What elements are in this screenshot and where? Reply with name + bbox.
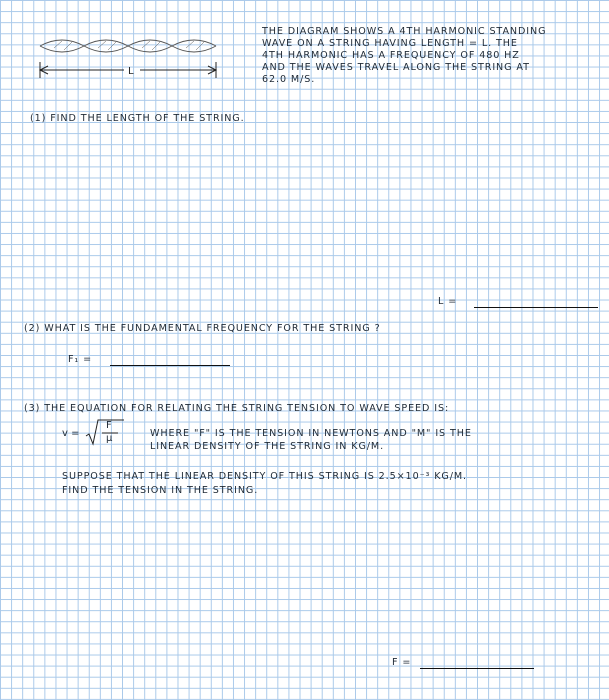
problem-intro <box>262 26 546 86</box>
question-1-prompt: (1) FIND THE LENGTH OF THE STRING. <box>30 113 245 124</box>
intro-line: AND THE WAVES TRAVEL ALONG THE STRING AT <box>262 62 530 73</box>
question-2-prompt: (2) WHAT IS THE FUNDAMENTAL FREQUENCY FOR THE STRING ? <box>24 323 381 334</box>
intro-line: WAVE ON A STRING HAVING LENGTH = L. THE <box>262 38 518 49</box>
equation-denominator: μ <box>106 433 113 444</box>
radical-sign <box>84 418 124 448</box>
intro-line: 62.0 M/S. <box>262 74 316 85</box>
intro-line: 4TH HARMONIC HAS A FREQUENCY OF 480 HZ <box>262 50 520 61</box>
where-line-1: WHERE "F" IS THE TENSION IN NEWTONS AND "Μ" IS THE <box>150 428 472 439</box>
q1-answer-line[interactable] <box>474 307 598 308</box>
standing-wave-diagram <box>38 36 228 86</box>
q2-answer-line[interactable] <box>110 365 230 366</box>
q1-answer-label: L = <box>438 296 458 307</box>
length-label: L <box>128 66 134 77</box>
intro-line: THE DIAGRAM SHOWS A 4TH HARMONIC STANDING <box>262 26 547 37</box>
suppose-line-2: FIND THE TENSION IN THE STRING. <box>62 485 259 496</box>
q3-answer-label: F = <box>392 657 412 668</box>
equation-lhs: v = <box>62 428 80 439</box>
suppose-line-1: SUPPOSE THAT THE LINEAR DENSITY OF THIS STRING IS 2.5×10⁻³ KG/M. <box>62 471 468 482</box>
wave-loops <box>40 40 216 52</box>
q2-answer-label: F₁ = <box>68 354 93 365</box>
equation-numerator: F <box>106 420 112 431</box>
question-3-prompt: (3) THE EQUATION FOR RELATING THE STRING TENSION TO WAVE SPEED IS: <box>24 403 450 414</box>
where-line-2: LINEAR DENSITY OF THE STRING IN KG/M. <box>150 441 385 452</box>
q3-answer-line[interactable] <box>420 668 534 669</box>
